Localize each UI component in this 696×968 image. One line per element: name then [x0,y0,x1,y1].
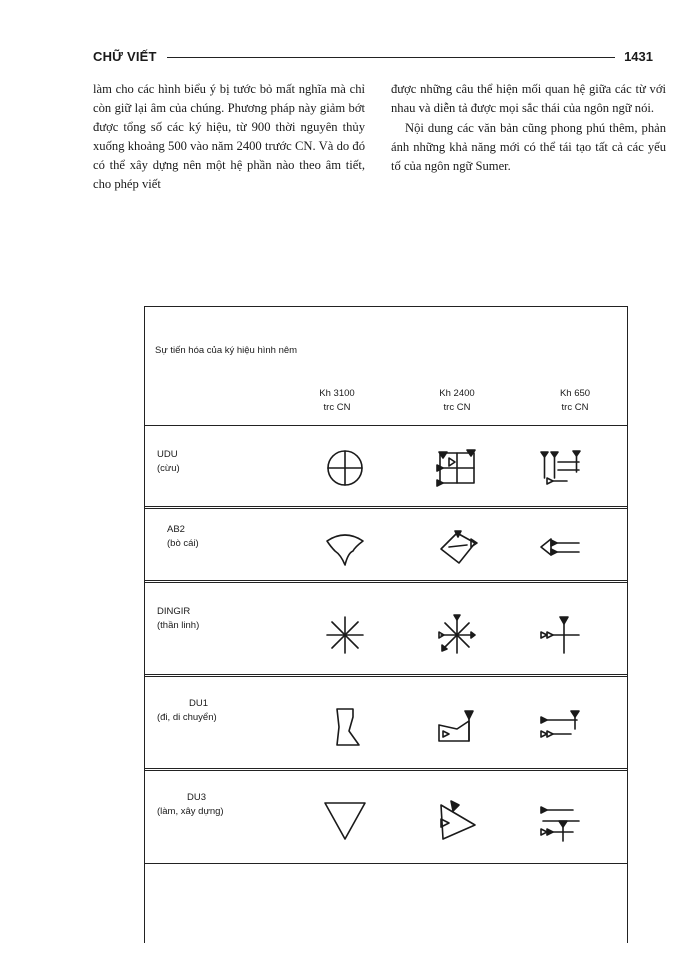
paragraph-right-1: được những câu thể hiện mối quan hệ giữa các từ với nhau và diễn tả được mọi sắc thái của ngôn ngữ nói. [391,82,666,115]
sign-row-ab2 [144,506,628,583]
figure-title: Sự tiến hóa của ký hiệu hình nêm [155,345,298,356]
era-suffix: trc CN [443,402,471,413]
sign-label [157,791,224,819]
sign-meaning: (thần linh) [157,620,200,631]
sign-name: DU3 [187,792,207,803]
sign-name: DU1 [189,698,209,709]
era-date: Kh 3100 [319,388,355,399]
sign-row-du1 [144,674,628,771]
sign-row-du3 [144,768,628,864]
era-suffix: trc CN [323,402,351,413]
sign-meaning: (đi, di chuyển) [157,712,217,723]
figure-header [145,307,627,425]
sign-name: DINGIR [157,606,191,617]
sign-label [167,523,199,551]
cuneiform-rotated-foot-icon [427,697,487,757]
era-column-header [297,387,377,415]
sign-name: AB2 [167,524,185,535]
era-column-header [535,387,615,415]
cuneiform-star-wedges-icon [427,605,487,665]
sign-meaning: (bò cái) [167,538,199,549]
cow-head-pictograph-icon [315,517,375,577]
sign-label [157,605,199,633]
era-date: Kh 650 [559,388,591,399]
sign-meaning: (làm, xây dựng) [157,806,224,817]
section-title: CHỮ VIẾT [93,49,157,64]
text-column-right [391,80,666,176]
header-rule [167,57,615,58]
cuneiform-rotated-triangle-icon [427,791,487,851]
circle-cross-pictograph-icon [315,438,375,498]
paragraph-right-2: Nội dung các văn bản cũng phong phú thêm, phản ánh những khả năng mới có thể tái tạo tất cả các yếu tố của ngôn ngữ Sumer. [391,121,666,173]
paragraph-left: làm cho các hình biểu ý bị tước bỏ mất nghĩa mà chỉ còn giữ lại âm của chúng. Phương pháp này giảm bớt được tổng số các ký hiệu, từ 900 thời nguyên thủy xuống khoảng 500 vào năm 2400 trước CN. Và do đó có thể xây dựng nên một hệ phần nào theo âm tiết, cho phép viết [93,82,365,191]
cuneiform-cross-wedges-icon [533,605,593,665]
foot-pictograph-icon [315,697,375,757]
triangle-pictograph-icon [315,791,375,851]
sign-name: UDU [157,449,178,460]
cuneiform-horizontal-wedges-icon [533,517,593,577]
star-pictograph-icon [315,605,375,665]
cuneiform-layered-wedges-icon [533,791,593,851]
sign-meaning: (cừu) [157,463,180,474]
running-header [93,46,653,68]
era-suffix: trc CN [561,402,589,413]
page-number: 1431 [624,49,653,64]
era-column-header [417,387,497,415]
text-column-left [93,80,365,194]
era-date: Kh 2400 [439,388,475,399]
sign-row-udu [144,425,628,509]
cuneiform-evolution-figure [144,306,628,943]
cuneiform-grid-wedges-icon [427,438,487,498]
sign-label [157,448,180,476]
sign-label [157,697,217,725]
cuneiform-vertical-wedges-icon [533,438,593,498]
sign-row-dingir [144,580,628,677]
cuneiform-stacked-wedges-icon [533,697,593,757]
cuneiform-rotated-head-icon [427,517,487,577]
